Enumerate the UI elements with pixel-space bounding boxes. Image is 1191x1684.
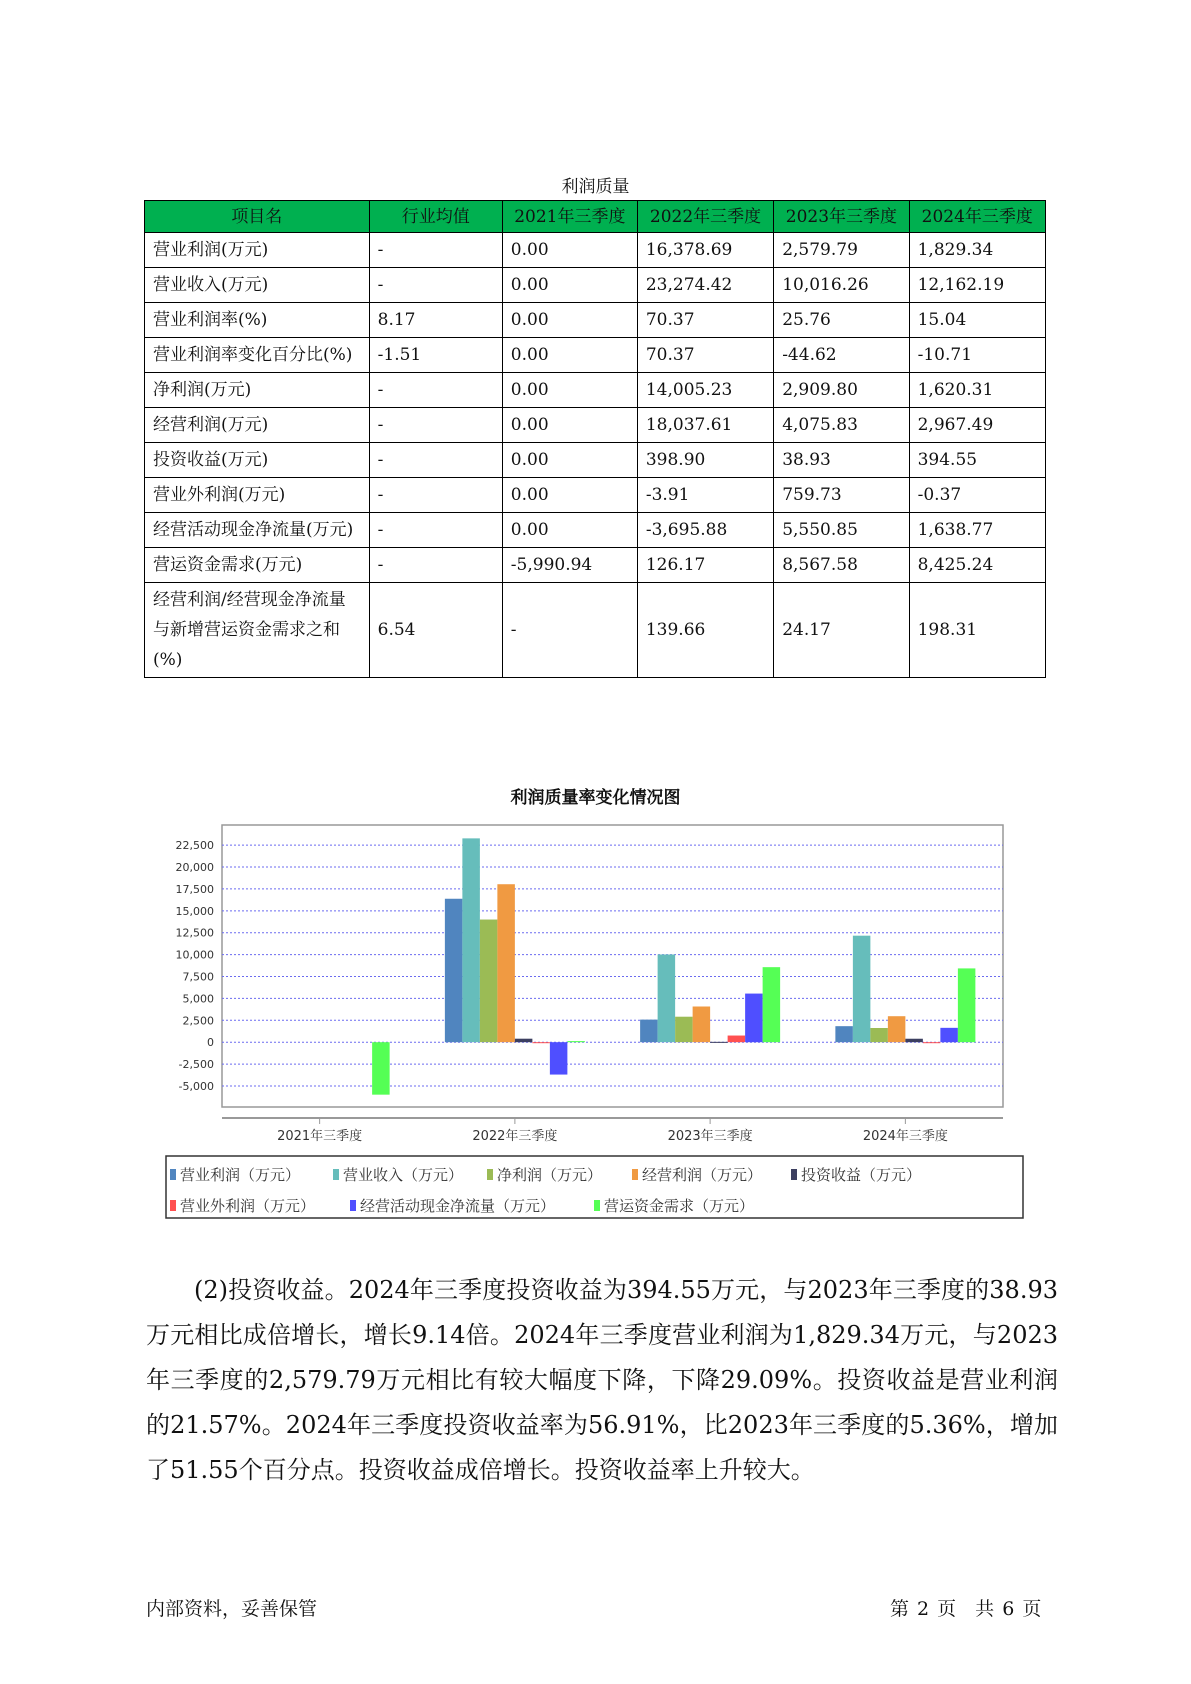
legend-label: 营业外利润（万元）	[180, 1197, 316, 1215]
cell-value: 1,829.34	[909, 233, 1045, 268]
cell-value: 198.31	[909, 583, 1045, 678]
legend-label: 投资收益（万元）	[801, 1166, 922, 1184]
cell-value: 0.00	[502, 478, 637, 513]
cell-value: 8,425.24	[909, 548, 1045, 583]
bar	[710, 1042, 728, 1043]
cell-value: 38.93	[774, 443, 909, 478]
x-tick-label: 2024年三季度	[862, 1129, 948, 1144]
x-tick-label: 2023年三季度	[667, 1129, 753, 1144]
row-label: 经营利润(万元)	[145, 408, 370, 443]
cell-value: 8.17	[369, 303, 502, 338]
cell-value: -5,990.94	[502, 548, 637, 583]
bar	[835, 1026, 853, 1042]
cell-value: -	[369, 548, 502, 583]
column-header: 项目名	[145, 201, 370, 233]
cell-value: -	[369, 408, 502, 443]
legend-swatch	[791, 1169, 797, 1180]
cell-value: 0.00	[502, 408, 637, 443]
bar	[658, 954, 676, 1042]
legend-swatch	[170, 1169, 176, 1180]
cell-value: 8,567.58	[774, 548, 909, 583]
cell-value: 1,638.77	[909, 513, 1045, 548]
cell-value: 14,005.23	[637, 373, 773, 408]
cell-value: 70.37	[637, 303, 773, 338]
row-label: 经营活动现金净流量(万元)	[145, 513, 370, 548]
row-label: 营业利润(万元)	[145, 233, 370, 268]
bar	[372, 1042, 390, 1094]
y-tick-label: 20,000	[175, 861, 214, 875]
legend-label: 净利润（万元）	[497, 1166, 603, 1184]
y-tick-label: 17,500	[175, 882, 214, 896]
legend-swatch	[350, 1200, 356, 1211]
column-header: 2022年三季度	[637, 201, 773, 233]
row-label: 营业收入(万元)	[145, 268, 370, 303]
cell-value: 70.37	[637, 338, 773, 373]
cell-value: -	[369, 233, 502, 268]
cell-value: -	[369, 268, 502, 303]
bar	[853, 936, 871, 1043]
cell-value: -	[369, 373, 502, 408]
bar	[567, 1041, 585, 1042]
row-label: 投资收益(万元)	[145, 443, 370, 478]
cell-value: 0.00	[502, 233, 637, 268]
legend-swatch	[594, 1200, 600, 1211]
cell-value: 12,162.19	[909, 268, 1045, 303]
cell-value: 18,037.61	[637, 408, 773, 443]
row-label: 营运资金需求(万元)	[145, 548, 370, 583]
x-tick-label: 2021年三季度	[277, 1129, 363, 1144]
cell-value: 1,620.31	[909, 373, 1045, 408]
x-tick-label: 2022年三季度	[472, 1129, 558, 1144]
cell-value: 5,550.85	[774, 513, 909, 548]
row-label: 净利润(万元)	[145, 373, 370, 408]
column-header: 2021年三季度	[502, 201, 637, 233]
y-tick-label: 10,000	[175, 948, 214, 962]
footer-page-number: 第 2 页 共 6 页	[890, 1598, 1042, 1620]
cell-value: 0.00	[502, 513, 637, 548]
legend-swatch	[170, 1200, 176, 1211]
cell-value: 0.00	[502, 338, 637, 373]
cell-value: 0.00	[502, 303, 637, 338]
cell-value: -10.71	[909, 338, 1045, 373]
column-header: 2023年三季度	[774, 201, 909, 233]
cell-value: 15.04	[909, 303, 1045, 338]
legend-label: 营运资金需求（万元）	[604, 1197, 755, 1215]
cell-value: -3,695.88	[637, 513, 773, 548]
bar	[497, 884, 515, 1042]
legend-swatch	[632, 1169, 638, 1180]
cell-value: 23,274.42	[637, 268, 773, 303]
cell-value: 16,378.69	[637, 233, 773, 268]
bar	[640, 1020, 658, 1043]
bar	[923, 1042, 941, 1043]
cell-value: -1.51	[369, 338, 502, 373]
cell-value: -	[369, 443, 502, 478]
bar	[940, 1028, 958, 1042]
y-tick-label: -5,000	[178, 1079, 214, 1093]
cell-value: 398.90	[637, 443, 773, 478]
cell-value: 0.00	[502, 443, 637, 478]
y-tick-label: 22,500	[175, 839, 214, 853]
cell-value: -	[369, 513, 502, 548]
bar	[745, 994, 763, 1043]
bar	[693, 1006, 711, 1042]
bar	[763, 967, 781, 1042]
legend-label: 经营活动现金净流量（万元）	[360, 1197, 556, 1215]
cell-value: 2,909.80	[774, 373, 909, 408]
analysis-paragraph: (2)投资收益。2024年三季度投资收益为394.55万元，与2023年三季度的38.93万元相比成倍增长，增长9.14倍。2024年三季度营业利润为1,829.34万元，与2023年三季度的2,579.79万元相比有较大幅度下降，下降29.09%。投资收益是营业利润的21.57%。2024年三季度投资收益率为56.91%，比2023年三季度的5.36%，增加了51.55个百分点。投资收益成倍增长。投资收益率上升较大。	[146, 1276, 1058, 1484]
bar	[480, 920, 498, 1043]
column-header: 行业均值	[369, 201, 502, 233]
legend-label: 经营利润（万元）	[642, 1166, 763, 1184]
bar	[870, 1028, 888, 1042]
cell-value: 394.55	[909, 443, 1045, 478]
bar	[888, 1016, 906, 1042]
chart-title: 利润质量率变化情况图	[510, 788, 681, 808]
cell-value: 0.00	[502, 268, 637, 303]
cell-value: 139.66	[637, 583, 773, 678]
cell-value: -	[369, 478, 502, 513]
cell-value: 6.54	[369, 583, 502, 678]
row-label: 营业利润率(%)	[145, 303, 370, 338]
bar	[728, 1036, 746, 1043]
cell-value: -44.62	[774, 338, 909, 373]
y-tick-label: -2,500	[178, 1058, 214, 1072]
bar	[445, 899, 463, 1042]
y-tick-label: 7,500	[182, 970, 214, 984]
footer-confidential: 内部资料，妥善保管	[146, 1598, 318, 1620]
y-tick-label: 5,000	[182, 992, 214, 1006]
bar	[532, 1042, 550, 1043]
cell-value: 126.17	[637, 548, 773, 583]
cell-value: -0.37	[909, 478, 1045, 513]
y-tick-label: 12,500	[175, 926, 214, 940]
cell-value: 0.00	[502, 373, 637, 408]
cell-value: 759.73	[774, 478, 909, 513]
legend-label: 营业收入（万元）	[343, 1166, 464, 1184]
bar	[515, 1039, 533, 1042]
row-label: 经营利润/经营现金净流量与新增营运资金需求之和(%)	[145, 583, 370, 678]
bar	[675, 1017, 693, 1042]
cell-value: 24.17	[774, 583, 909, 678]
legend-swatch	[333, 1169, 339, 1180]
legend-swatch	[487, 1169, 493, 1180]
column-header: 2024年三季度	[909, 201, 1045, 233]
row-label: 营业利润率变化百分比(%)	[145, 338, 370, 373]
table-title: 利润质量	[561, 177, 630, 197]
bar	[958, 968, 976, 1042]
bar	[462, 838, 480, 1042]
cell-value: 2,579.79	[774, 233, 909, 268]
cell-value: -	[502, 583, 637, 678]
cell-value: -3.91	[637, 478, 773, 513]
cell-value: 25.76	[774, 303, 909, 338]
cell-value: 2,967.49	[909, 408, 1045, 443]
cell-value: 10,016.26	[774, 268, 909, 303]
bar	[905, 1039, 923, 1042]
y-tick-label: 2,500	[182, 1014, 214, 1028]
legend-label: 营业利润（万元）	[180, 1166, 301, 1184]
row-label: 营业外利润(万元)	[145, 478, 370, 513]
bar	[550, 1042, 568, 1074]
y-tick-label: 15,000	[175, 904, 214, 918]
cell-value: 4,075.83	[774, 408, 909, 443]
y-tick-label: 0	[207, 1036, 214, 1050]
